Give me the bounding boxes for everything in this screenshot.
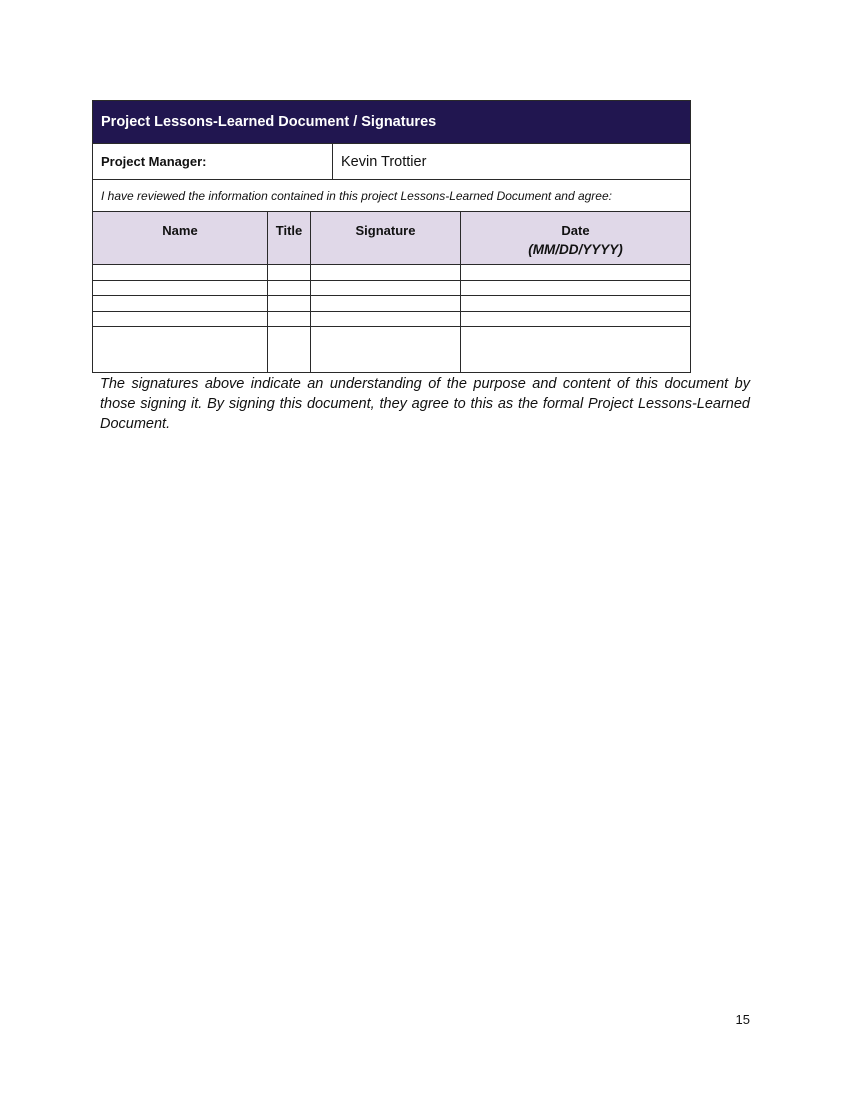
review-statement: I have reviewed the information contained in this project Lessons-Learned Document and agree: (93, 180, 691, 212)
column-header-name (93, 212, 268, 265)
signature-row-date-cell[interactable] (461, 265, 691, 281)
column-header-date-text: Date (561, 223, 590, 238)
signature-row-name-cell[interactable] (93, 280, 268, 296)
signature-row-title-cell[interactable] (268, 311, 311, 327)
page-number: 15 (735, 1012, 750, 1027)
signature-row-title-cell[interactable] (268, 265, 311, 281)
table-title: Project Lessons-Learned Document / Signatures (93, 101, 691, 144)
signature-row-title-cell[interactable] (268, 280, 311, 296)
column-header-title (268, 212, 311, 265)
signatures-table (92, 100, 691, 373)
signature-row-date-cell[interactable] (461, 296, 691, 312)
signature-row-name-cell[interactable] (93, 327, 268, 373)
signature-row-signature-cell[interactable] (311, 280, 461, 296)
signature-row (93, 327, 691, 373)
signature-row-date-cell[interactable] (461, 327, 691, 373)
column-header-name-text: Name (162, 223, 198, 238)
signature-row (93, 280, 691, 296)
column-header-signature-text: Signature (355, 223, 416, 238)
project-manager-value: Kevin Trottier (333, 144, 691, 180)
date-format-hint: (MM/DD/YYYY) (528, 242, 623, 257)
signature-row (93, 311, 691, 327)
signature-row (93, 265, 691, 281)
signature-row (93, 296, 691, 312)
signature-footnote: The signatures above indicate an understanding of the purpose and content of this document by those signing it. By signing this document, they agree to this as the formal Project Lessons-Learned Document. (100, 376, 750, 432)
signature-row-signature-cell[interactable] (311, 327, 461, 373)
column-header-title-text: Title (275, 223, 303, 238)
signature-row-signature-cell[interactable] (311, 296, 461, 312)
signature-row-name-cell[interactable] (93, 296, 268, 312)
signature-row-signature-cell[interactable] (311, 265, 461, 281)
signature-row-title-cell[interactable] (268, 327, 311, 373)
signature-row-date-cell[interactable] (461, 311, 691, 327)
project-manager-label: Project Manager: (93, 144, 333, 180)
signature-row-title-cell[interactable] (268, 296, 311, 312)
signature-row-date-cell[interactable] (461, 280, 691, 296)
signature-row-signature-cell[interactable] (311, 311, 461, 327)
signature-row-name-cell[interactable] (93, 265, 268, 281)
column-header-date (461, 212, 691, 265)
signature-row-name-cell[interactable] (93, 311, 268, 327)
column-header-signature (311, 212, 461, 265)
